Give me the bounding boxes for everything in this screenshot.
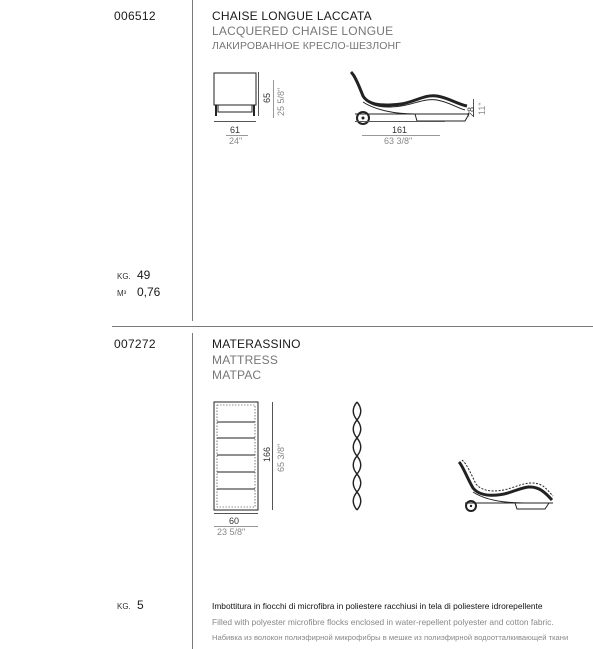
side-height-in: 11" (477, 102, 487, 115)
chaise-with-mattress-drawing (455, 458, 555, 513)
mattress-length-cm: 166 (262, 446, 272, 462)
mattress-width-dimension-line (214, 513, 258, 514)
product2-description-ru: Набивка из волокон полиэфирной микрофибры в мешке из полиэфирной водоотталкивающей ткани (212, 633, 569, 642)
mattress-length-in: 65 3/8" (276, 443, 286, 472)
side-length-in: 63 3/8" (384, 136, 413, 146)
mattress-width-cm: 60 (229, 516, 240, 526)
product1-weight-value: 49 (137, 268, 151, 282)
product1-weight-unit: KG. (117, 272, 131, 281)
side-height-cm: 28 (466, 106, 476, 117)
front-height-cm: 65 (262, 92, 272, 103)
section-divider-horizontal (112, 326, 593, 327)
section1-divider-vertical (192, 0, 193, 321)
front-height-dimension-line (258, 72, 259, 116)
side-length-dimension-line (355, 121, 445, 122)
product2-code: 007272 (114, 337, 156, 351)
product1-title-ru: ЛАКИРОВАННОЕ КРЕСЛО-ШЕЗЛОНГ (212, 40, 401, 52)
product1-volume-value: 0,76 (137, 285, 161, 299)
side-length-cm: 161 (392, 125, 408, 135)
section2-divider-vertical (192, 333, 193, 649)
product1-title-en: LACQUERED CHAISE LONGUE (212, 24, 394, 38)
mattress-side-profile-drawing (350, 400, 364, 512)
product1-title-it: CHAISE LONGUE LACCATA (212, 9, 372, 23)
product2-description-en: Filled with polyester microfibre flocks enclosed in water-repellent polyester and cotton fabric. (212, 617, 554, 627)
product2-title-en: MATTRESS (212, 353, 279, 367)
product2-weight-unit: KG. (117, 602, 131, 611)
front-height-in: 25 5/8" (276, 87, 286, 116)
product2-title-it: MATERASSINO (212, 337, 301, 351)
product1-volume-unit: M³ (117, 289, 127, 298)
front-width-cm: 61 (230, 125, 241, 135)
product1-code: 006512 (114, 9, 156, 23)
mattress-top-view-drawing (212, 400, 262, 515)
front-width-in: 24" (229, 136, 243, 146)
mattress-width-in: 23 5/8" (217, 527, 246, 537)
front-height-separator (273, 80, 274, 118)
product2-weight-value: 5 (137, 598, 144, 612)
front-width-dimension-line (214, 121, 256, 122)
mattress-length-dimension-line (272, 402, 273, 510)
product2-description-it: Imbottitura in fiocchi di microfibra in poliestere racchiusi in tela di poliestere idrorepellente (212, 601, 543, 611)
product2-title-ru: МАТРАС (212, 368, 262, 382)
chaise-front-view-drawing (210, 70, 270, 120)
